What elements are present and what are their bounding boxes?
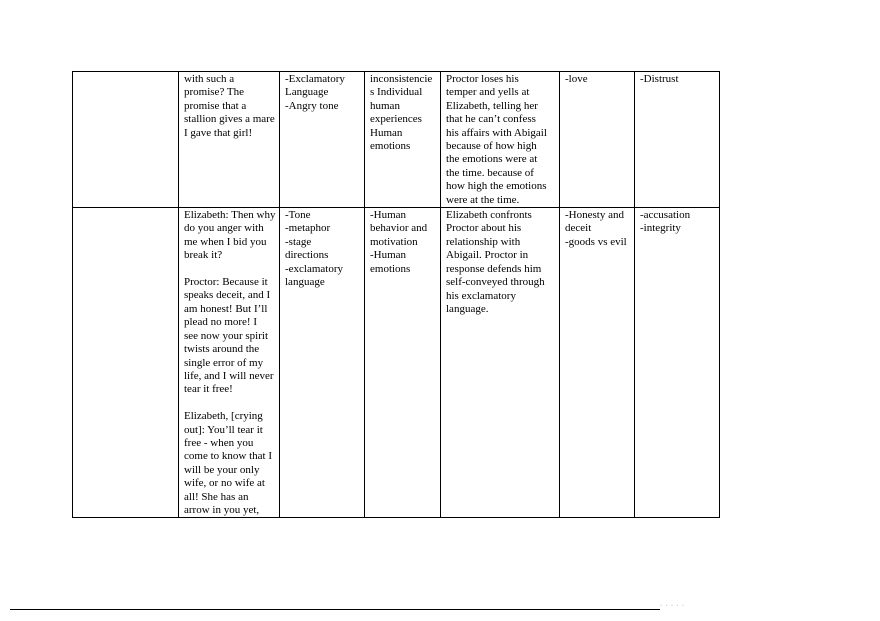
cell-text-line: Proctor loses his: [446, 73, 519, 85]
table-row: [73, 208, 720, 518]
cell-text-line: -Honesty and: [565, 209, 624, 222]
cell-text-line: -Human: [370, 209, 407, 222]
cell-text-line: human: [370, 99, 400, 112]
cell-text-line: -Distrust: [640, 73, 679, 85]
cell-technique: [280, 208, 365, 518]
cell-text-line: because of how high: [446, 140, 537, 153]
cell-text-line: language: [285, 276, 325, 289]
cell-text-line: me when I bid you: [184, 235, 267, 248]
cell-text-line: deceit: [565, 222, 592, 235]
cell-text-line: emotions: [370, 262, 411, 275]
cell-text-line: Elizabeth confronts: [446, 209, 532, 222]
cell-text-line: promise? The: [184, 86, 244, 99]
cell-text-line: -integrity: [640, 222, 681, 235]
cell-text-line: with such a: [184, 73, 235, 85]
table-row: [73, 72, 720, 208]
cell-explanation: [441, 72, 560, 208]
cell-text-line: free - when you: [184, 436, 254, 449]
cell-text-line: do you anger with: [184, 222, 264, 235]
cell-text-line: -Angry tone: [285, 99, 339, 112]
cell-text-line: -Exclamatory: [285, 73, 345, 85]
cell-text-line: -accusation: [640, 209, 691, 222]
cell-text-line: Human: [370, 126, 403, 139]
cell-text-line: the emotions were at: [446, 153, 538, 166]
cell-text-line: stallion gives a mare: [184, 113, 275, 126]
cell-text-line: language.: [446, 302, 489, 315]
cell-text-line: -Tone: [285, 209, 311, 222]
cell-text-line: inconsistencie: [370, 73, 433, 85]
cell-empty: [73, 208, 179, 518]
cell-text-line: that he can’t confess: [446, 113, 536, 126]
cell-text-line: -goods vs evil: [565, 235, 627, 248]
cell-text-line: how high the emotions: [446, 180, 547, 193]
cell-text-line: -love: [565, 73, 588, 85]
cell-explanation: [441, 208, 560, 518]
cell-text-line: emotions: [370, 140, 411, 153]
cell-text-line: Elizabeth, telling her: [446, 99, 538, 112]
cell-quote: [179, 208, 280, 518]
cell-text-line: Proctor: Because it: [184, 276, 268, 289]
cell-text-line: promise that a: [184, 99, 247, 112]
cell-text-line: speaks deceit, and I: [184, 289, 271, 302]
paragraph-gap: [184, 263, 274, 276]
cell-text-line: directions: [285, 249, 329, 262]
cell-quote: [179, 72, 280, 208]
cell-text-line: will be your only: [184, 463, 260, 476]
cell-text-line: experiences: [370, 113, 422, 126]
cell-text-line: response defends him: [446, 262, 542, 275]
cell-text-line: am honest! But I’ll: [184, 302, 268, 315]
cell-text-line: tear it free!: [184, 383, 233, 396]
cell-text-line: single error of my: [184, 356, 264, 369]
cell-theme: [365, 72, 441, 208]
cell-text-line: relationship with: [446, 235, 521, 248]
cell-text-line: self-conveyed through: [446, 276, 545, 289]
cell-text-line: Language: [285, 86, 329, 99]
cell-text-line: -exclamatory: [285, 262, 344, 275]
cell-text-line: temper and yells at: [446, 86, 530, 99]
analysis-table: [72, 71, 720, 518]
cell-idea: [635, 208, 720, 518]
cell-value: [560, 72, 635, 208]
cell-text-line: break it?: [184, 249, 223, 262]
cell-text-line: see now your spirit: [184, 329, 269, 342]
cell-text-line: Abigail. Proctor in: [446, 249, 529, 262]
cell-text-line: plead no more! I: [184, 316, 257, 329]
paragraph-gap: [184, 397, 274, 410]
cell-text-line: behavior and: [370, 222, 428, 235]
cell-text-line: Proctor about his: [446, 222, 522, 235]
cell-text-line: Elizabeth: Then why: [184, 209, 276, 222]
cell-text-line: -metaphor: [285, 222, 331, 235]
cell-text-line: motivation: [370, 235, 418, 248]
cell-value: [560, 208, 635, 518]
cell-empty: [73, 72, 179, 208]
cell-text-line: come to know that I: [184, 450, 272, 463]
page-number-mark: · · · · ·: [660, 603, 685, 609]
cell-text-line: arrow in you yet,: [184, 503, 260, 516]
cell-text-line: his exclamatory: [446, 289, 516, 302]
cell-text-line: all! She has an: [184, 490, 249, 503]
cell-text-line: s Individual: [370, 86, 423, 99]
cell-text-line: the time. because of: [446, 166, 534, 179]
cell-text-line: Elizabeth, [crying: [184, 410, 263, 423]
cell-text-line: out]: You’ll tear it: [184, 423, 263, 436]
cell-theme: [365, 208, 441, 518]
cell-technique: [280, 72, 365, 208]
cell-text-line: I gave that girl!: [184, 126, 253, 139]
cell-text-line: -stage: [285, 235, 312, 248]
cell-text-line: wife, or no wife at: [184, 477, 265, 490]
footer-divider: [10, 609, 660, 610]
cell-text-line: his affairs with Abigail: [446, 126, 547, 139]
cell-text-line: were at the time.: [446, 193, 520, 206]
cell-idea: [635, 72, 720, 208]
cell-text-line: twists around the: [184, 343, 260, 356]
cell-text-line: -Human: [370, 249, 407, 262]
cell-text-line: life, and I will never: [184, 369, 274, 382]
